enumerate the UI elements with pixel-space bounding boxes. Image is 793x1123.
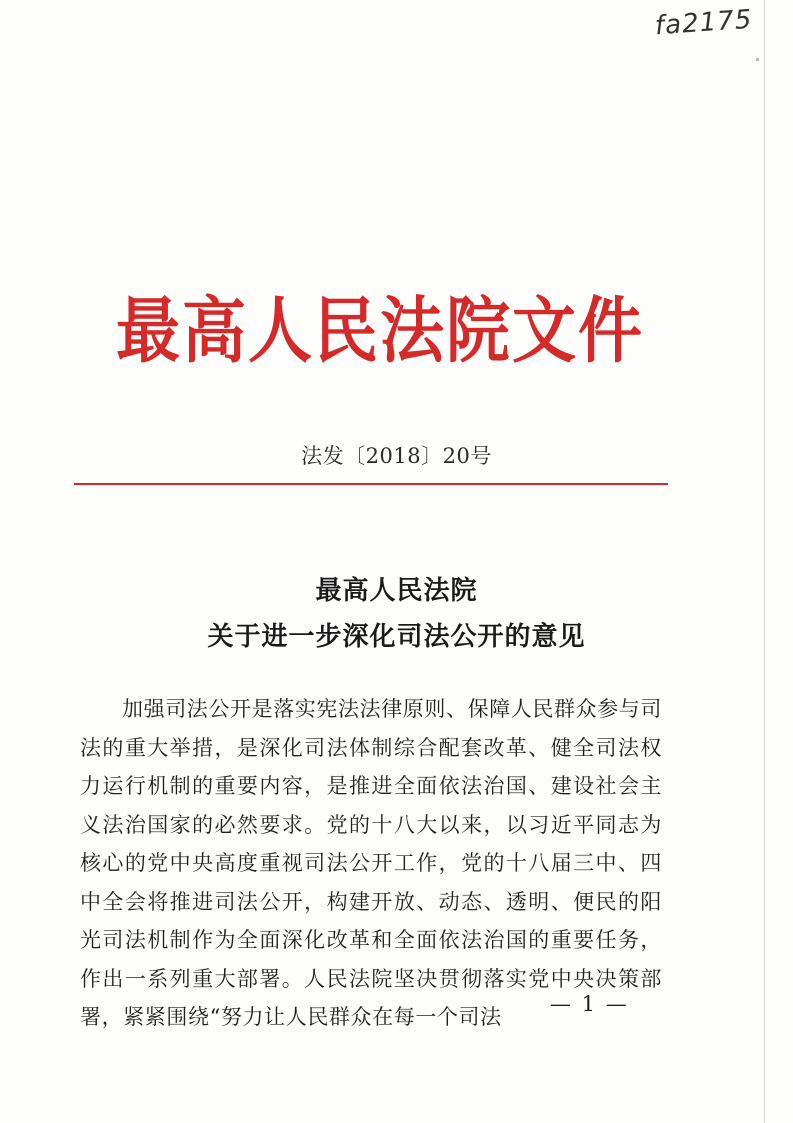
red-separator-line: [74, 483, 668, 485]
issuer-banner: 最高人民法院文件: [116, 290, 644, 374]
handwritten-file-mark: fa2175: [654, 4, 754, 42]
document-title-issuer: 最高人民法院: [315, 576, 478, 606]
scan-edge-line: [764, 0, 765, 1123]
body-paragraph: 加强司法公开是落实宪法法律原则、保障人民群众参与司法的重大举措，是深化司法体制综合配套改革、健全司法权力运行机制的重要内容，是推进全面依法治国、建设社会主义法治国家的必然要求。党的十八大以来，以习近平同志为核心的党中央高度重视司法公开工作，党的十八届三中、四中全会将推进司法公开，构建开放、动态、透明、便民的阳光司法机制作为全面深化改革和全面依法治国的重要任务，作出一系列重大部署。人民法院坚决贯彻落实党中央决策部署，紧紧围绕“努力让人民群众在每一个司法: [80, 697, 662, 1029]
page-number: — 1 —: [550, 992, 629, 1016]
scan-speck: [756, 58, 759, 61]
document-title-subject: 关于进一步深化司法公开的意见: [207, 622, 586, 652]
document-number: 法发〔2018〕20号: [301, 444, 492, 468]
